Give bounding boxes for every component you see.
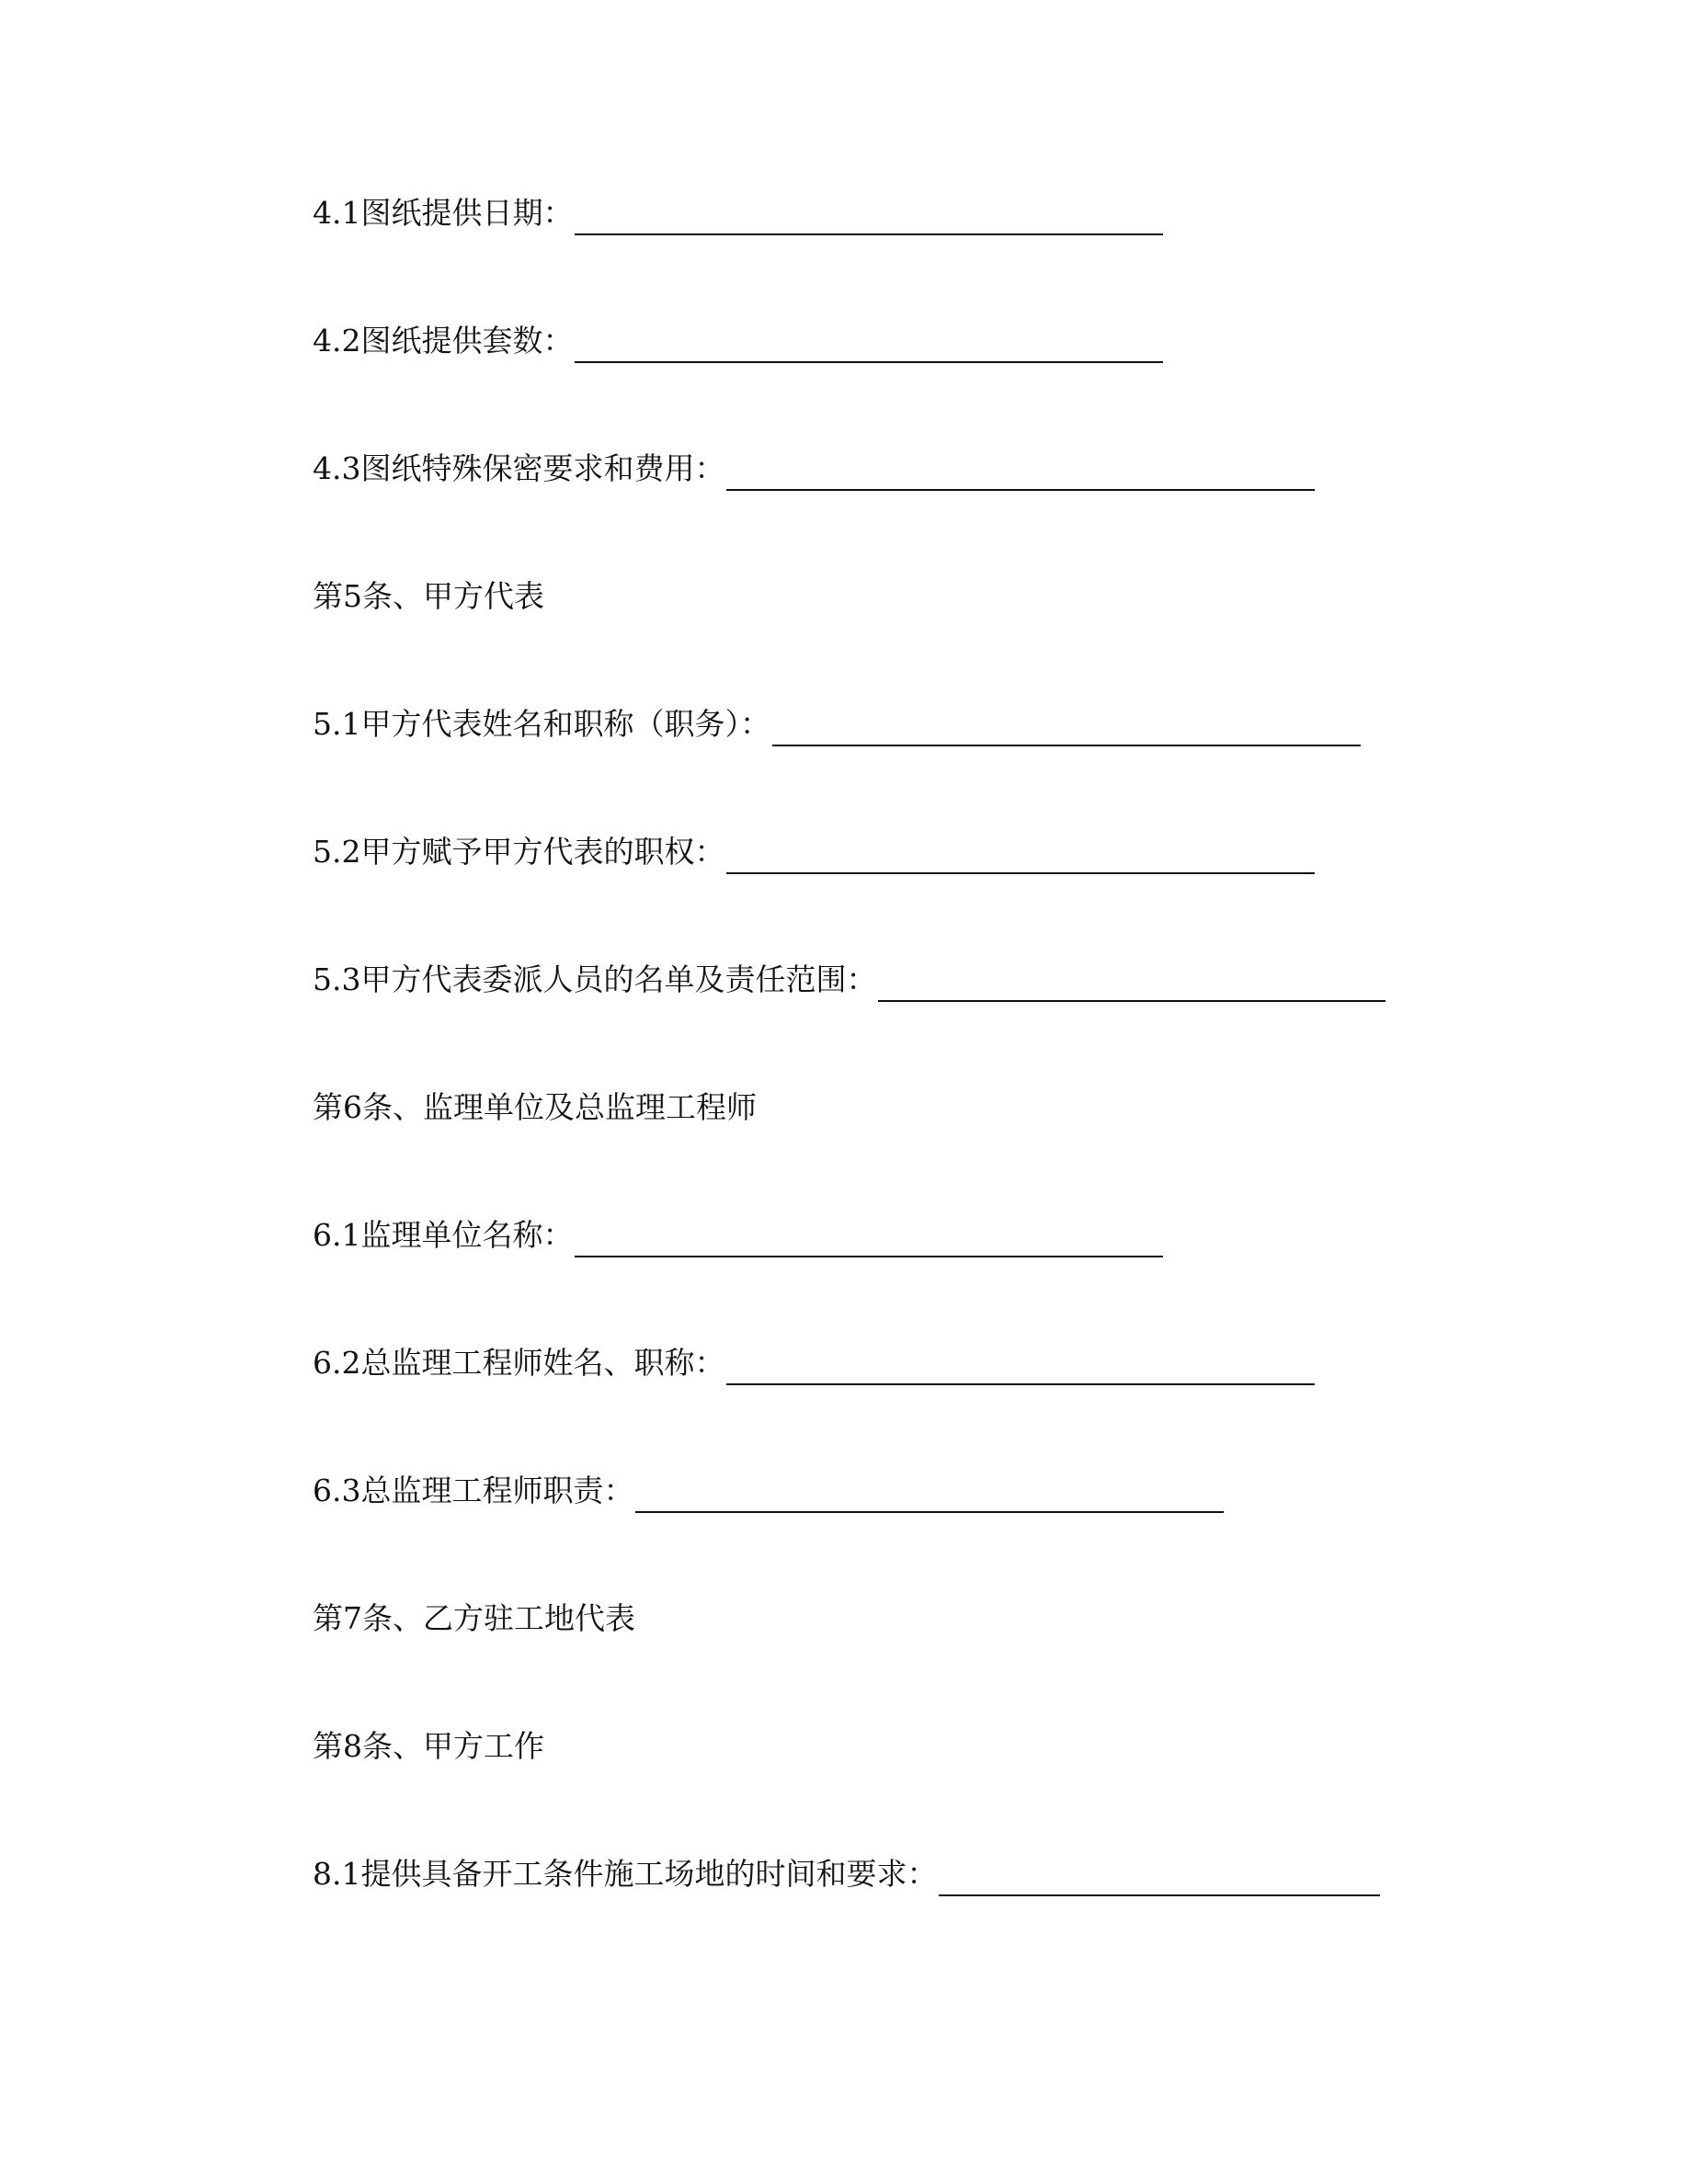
field-rep-authority [313, 819, 1315, 874]
fill-in-blank[interactable] [635, 1478, 1224, 1513]
field-label: 4.2图纸提供套数： [313, 323, 574, 358]
section-heading-5 [313, 563, 544, 619]
field-drawing-confidentiality [313, 436, 1315, 491]
section-heading: 第5条、甲方代表 [313, 578, 544, 614]
section-heading-7 [313, 1586, 635, 1641]
field-rep-name-title [313, 691, 1361, 746]
fill-in-blank[interactable] [726, 456, 1315, 491]
field-label: 4.1图纸提供日期： [313, 195, 574, 231]
section-heading-6 [313, 1075, 757, 1130]
fill-in-blank[interactable] [575, 1223, 1163, 1257]
fill-in-blank[interactable] [726, 839, 1315, 874]
field-label: 5.3甲方代表委派人员的名单及责任范围： [313, 961, 877, 997]
fill-in-blank[interactable] [575, 200, 1163, 235]
field-label: 4.3图纸特殊保密要求和费用： [313, 450, 725, 486]
field-site-handover [313, 1841, 1380, 1896]
field-label: 5.1甲方代表姓名和职称（职务）： [313, 706, 770, 742]
section-heading: 第8条、甲方工作 [313, 1728, 544, 1764]
field-chief-engineer-name [313, 1330, 1315, 1385]
fill-in-blank[interactable] [878, 967, 1386, 1002]
field-rep-staff-list [313, 947, 1386, 1002]
field-chief-engineer-duties [313, 1458, 1224, 1513]
fill-in-blank[interactable] [575, 328, 1163, 363]
field-drawing-date [313, 180, 1163, 235]
fill-in-blank[interactable] [772, 711, 1361, 746]
section-heading: 第6条、监理单位及总监理工程师 [313, 1089, 757, 1125]
field-label: 6.3总监理工程师职责： [313, 1473, 634, 1508]
section-heading-8 [313, 1713, 544, 1769]
section-heading: 第7条、乙方驻工地代表 [313, 1600, 635, 1636]
field-label: 6.2总监理工程师姓名、职称： [313, 1345, 725, 1381]
field-supervisor-unit [313, 1202, 1163, 1257]
field-label: 6.1监理单位名称： [313, 1217, 574, 1253]
field-drawing-sets [313, 308, 1163, 363]
fill-in-blank[interactable] [939, 1861, 1380, 1896]
field-label: 8.1提供具备开工条件施工场地的时间和要求： [313, 1856, 938, 1892]
field-label: 5.2甲方赋予甲方代表的职权： [313, 834, 725, 870]
fill-in-blank[interactable] [726, 1350, 1315, 1385]
